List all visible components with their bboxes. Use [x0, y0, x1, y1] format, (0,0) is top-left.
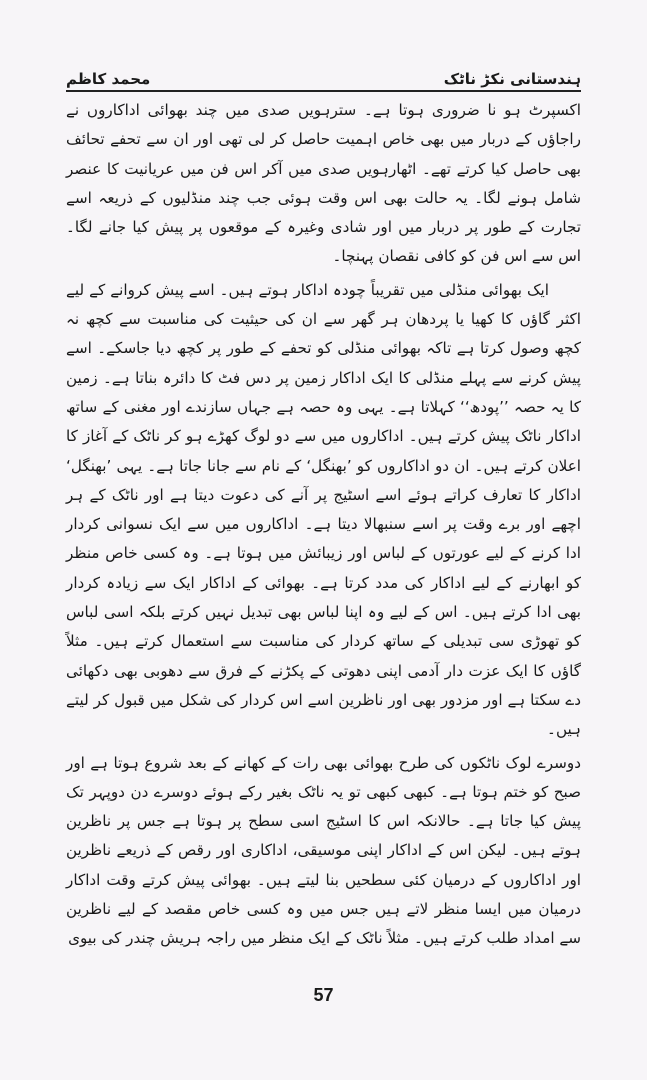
page-body [66, 96, 581, 954]
paragraph-2: ایک بھوائی منڈلی میں تقریباً چودہ اداکار ہوتے ہیں۔ اسے پیش کروانے کے لیے اکثر گاؤں کا کھیا یا پردھان ہر گھر سے ان کی حیثیت کی مناسبت سے کچھ نہ کچھ وصول کرتا ہے تاکہ بھوائی منڈلی کو تحفے کے طور پر کچھ دیا جاسکے۔ اسے پیش کرنے سے پہلے منڈلی کا ایک اداکار زمین پر دس فٹ کا دائرہ بناتا ہے۔ زمین کا یہ حصہ ’’پودھ‘‘ کہلاتا ہے۔ یہی وہ حصہ ہے جہاں سازندے اور مغنی کے ساتھ اداکار ناٹک پیش کرتے ہیں۔ اداکاروں میں سے دو لوگ کھڑے ہو کر ناٹک کے آغاز کا اعلان کرتے ہیں۔ ان دو اداکاروں کو ’بھنگل‘ کے نام سے جانا جاتا ہے۔ یہی ’بھنگل‘ اداکار کا تعارف کراتے ہوئے اسے اسٹیج پر آنے کی دعوت دیتا ہے اور ناٹک کے ہر اچھے اور برے وقت پر اسے سنبھالا دیتا ہے۔ اداکاروں میں سے ایک نسوانی کردار ادا کرنے کے لیے عورتوں کے لباس اور زیبائش میں ہوتا ہے۔ وہ کسی خاص منظر کو ابھارنے کے لیے اداکار کی مدد کرتا ہے۔ بھوائی کے اداکار ایک سے زیادہ کردار بھی ادا کرتے ہیں۔ اس کے لیے وہ اپنا لباس بھی تبدیل نہیں کرتے بلکہ اسی لباس کو تھوڑی سی تبدیلی کے ساتھ کردار کی مناسبت سے استعمال کرتے ہیں۔ مثلاً گاؤں کا ایک عزت دار آدمی اپنی دھوتی کے پکڑنے کے فرق سے دھوبی بھی دکھائی دے سکتا ہے اور مزدور بھی اور ناظرین اسے اس کردار کی شکل میں قبول کر لیتے ہیں۔ [66, 280, 581, 739]
paragraph-3: دوسرے لوک ناٹکوں کی طرح بھوائی بھی رات کے کھانے کے بعد شروع ہوتا ہے اور صبح کو ختم ہوتا ہے۔ کبھی کبھی تو یہ ناٹک بغیر رکے ہوئے دوسرے دن دوپہر تک پیش کیا جاتا ہے۔ حالانکہ اس کا اسٹیج اسی سطح پر ہوتا ہے جس پر ناظرین ہوتے ہیں۔ لیکن اس کے اداکار اپنی موسیقی، اداکاری اور رقص کے ذریعے ناظرین اور اداکاروں کے درمیان کئی سطحیں بنا لیتے ہیں۔ بھوائی پیش کرتے وقت اداکار درمیان میں ایسا منظر لاتے ہیں جس میں وہ کسی خاص مقصد کے لیے ناظرین سے امداد طلب کرتے ہیں۔ مثلاً ناٹک کے ایک منظر میں راجہ ہریش چندر کی بیوی [66, 753, 581, 948]
paragraph-1: اکسپرٹ ہو نا ضروری ہوتا ہے۔ سترہویں صدی میں چند بھوائی اداکاروں نے راجاؤں کے دربار میں بھی خاص اہمیت حاصل کر لی تھی اور ان سے تحفے تحائف بھی حاصل کیا کرتے تھے۔ اٹھارہویں صدی میں آکر اس فن میں عریانیت کا عنصر شامل ہونے لگا۔ یہ حالت بھی اس وقت ہوئی جب چند منڈلیوں کے ذریعہ اسے تجارت کے طور پر دربار میں اور شادی وغیرہ کے موقعوں پر پیش کیا جانے لگا۔ اس سے اس فن کو کافی نقصان پہنچا۔ [66, 101, 581, 266]
running-header [66, 60, 581, 88]
page-number: 57 [313, 985, 334, 1005]
header-rule [66, 90, 581, 92]
book-title: ہندستانی نکڑ ناٹک [443, 70, 581, 88]
author-name: محمد کاظم [66, 70, 151, 88]
